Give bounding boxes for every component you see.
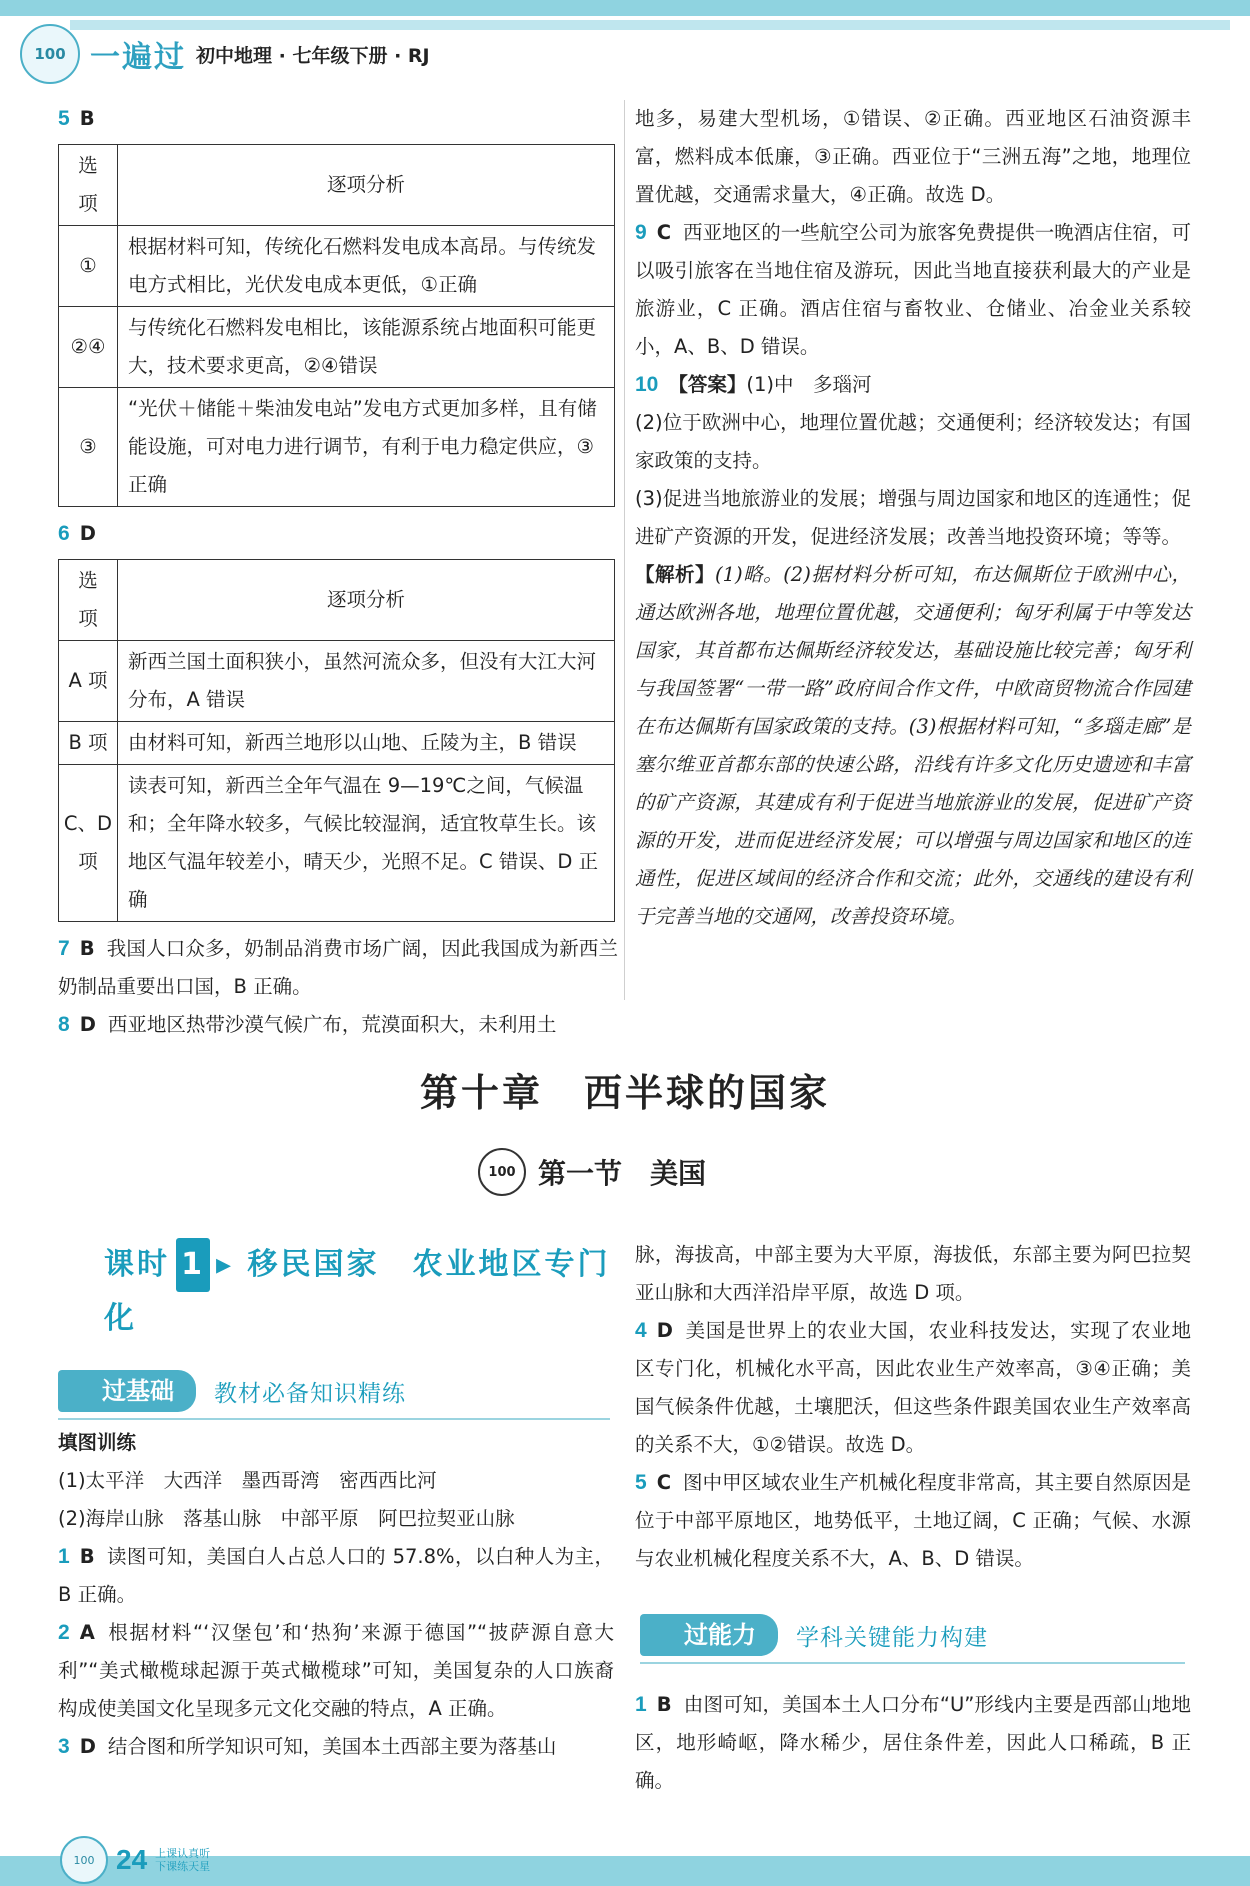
question-7: 7 B 我国人口众多，奶制品消费市场广阔，因此我国成为新西兰奶制品重要出口国，B 正确。 [58, 937, 618, 998]
question-6: 6 D [58, 522, 96, 545]
page-footer [60, 1836, 210, 1884]
table-row: C、D 项 读表可知，新西兰全年气温在 9—19℃之间，气候温和；全年降水较多，气候比较湿润，适宜牧草生长。该地区气温年较差小，晴天少，光照不足。C 错误、D 正确 [59, 765, 615, 922]
left-column [58, 100, 618, 1044]
basic-question-4: 4 D 美国是世界上的农业大国，农业科技发达，实现了农业地区专门化，机械化水平高，因此农业生产效率高，③④正确；美国气候条件优越，土壤肥沃，但这些条件跟美国农业生产效率高的关系不大，①②错误。故选 D。 [635, 1319, 1191, 1456]
mascot-icon: 100 [20, 24, 80, 84]
question-10-part2: (2)位于欧洲中心，地理位置优越；交通便利；经济较发达；有国家政策的支持。 [635, 411, 1191, 472]
lesson-heading: 课时 1 ▸ 移民国家 农业地区专门化 [104, 1238, 624, 1346]
fill-training-line: (1)太平洋 大西洋 墨西哥湾 密西西比河 [58, 1469, 437, 1492]
footer-motto: 上课认真听 下课练天星 [155, 1847, 211, 1873]
question-8: 8 D 西亚地区热带沙漠气候广布，荒漠面积大，未利用土 [58, 1013, 557, 1036]
table-header-analysis: 逐项分析 [118, 560, 615, 641]
basics-banner: 过基础 教材必备知识精练 [58, 1370, 610, 1412]
question-9: 9 C 西亚地区的一些航空公司为旅客免费提供一晚酒店住宿，可以吸引旅客在当地住宿及游玩，因此当地直接获利最大的产业是旅游业，C 正确。酒店住宿与畜牧业、仓储业、冶金业关系较小，A、B、D 错误。 [635, 221, 1191, 358]
fill-training-title: 填图训练 [58, 1431, 137, 1454]
table-header-option: 选项 [59, 560, 118, 641]
lower-right-column [635, 1236, 1191, 1578]
question-8-continued: 地多，易建大型机场，①错误、②正确。西亚地区石油资源丰富，燃料成本低廉，③正确。西亚位于“三洲五海”之地，地理位置优越，交通需求量大，④正确。故选 D。 [635, 107, 1191, 206]
question-5: 5 B [58, 107, 95, 130]
ability-banner: 过能力 学科关键能力构建 [640, 1614, 1185, 1656]
section-heading [478, 1148, 706, 1196]
table-row: ②④ 与传统化石燃料发电相比，该能源系统占地面积可能更大，技术要求更高，②④错误 [59, 307, 615, 388]
table-row: A 项 新西兰国土面积狭小，虽然河流众多，但没有大江大河分布，A 错误 [59, 641, 615, 722]
basic-question-1: 1 B 读图可知，美国白人占总人口的 57.8%，以白种人为主，B 正确。 [58, 1545, 614, 1606]
page-header [20, 24, 430, 84]
star-mascot-icon: 100 [478, 1148, 526, 1196]
table-row: ③ “光伏＋储能＋柴油发电站”发电方式更加多样，且有储能设施，可对电力进行调节，有利于电力稳定供应，③正确 [59, 388, 615, 507]
basic-question-2: 2 A 根据材料“‘汉堡包’和‘热狗’来源于德国”“披萨源自意大利”“美式橄榄球起源于英式橄榄球”可知，美国复杂的人口族裔构成使美国文化呈现多元文化交融的特点，A 正确。 [58, 1621, 614, 1720]
analysis-table-6 [58, 559, 615, 922]
page-number: 24 [116, 1844, 148, 1875]
right-column [635, 100, 1191, 936]
section-title: 第一节 美国 [538, 1157, 707, 1190]
analysis-table-5 [58, 144, 615, 507]
lesson-title: 移民国家 农业地区专门化 [104, 1247, 611, 1336]
table-row: ① 根据材料可知，传统化石燃料发电成本高昂。与传统发电方式相比，光伏发电成本更低，①正确 [59, 226, 615, 307]
footer-mascot-icon: 100 [60, 1836, 108, 1884]
question-10: 10 【答案】(1)中 多瑙河 [635, 373, 872, 396]
brand-title: 一遍过 [90, 40, 186, 75]
subject-label: 初中地理 · 七年级下册 · RJ [196, 44, 430, 67]
chapter-title: 第十章 西半球的国家 [419, 1070, 830, 1115]
question-10-part3: (3)促进当地旅游业的发展；增强与周边国家和地区的连通性；促进矿产资源的开发，促进经济发展；改善当地投资环境；等等。 [635, 487, 1191, 548]
table-header-option: 选项 [59, 145, 118, 226]
lesson-number: 1 [176, 1238, 210, 1292]
ability-question-1: 1 B 由图可知，美国本土人口分布“U”形线内主要是西部山地地区，地形崎岖，降水稀少，居住条件差，因此人口稀疏，B 正确。 [635, 1693, 1191, 1792]
basic-question-5: 5 C 图中甲区域农业生产机械化程度非常高，其主要自然原因是位于中部平原地区，地势低平，土地辽阔，C 正确；气候、水源与农业机械化程度关系不大，A、B、D 错误。 [635, 1471, 1191, 1570]
top-color-bar [0, 0, 1250, 16]
column-divider [624, 100, 625, 1000]
ability-section [635, 1686, 1191, 1800]
table-row: B 项 由材料可知，新西兰地形以山地、丘陵为主，B 错误 [59, 722, 615, 765]
question-10-analysis: 【解析】(1)略。(2)据材料分析可知，布达佩斯位于欧洲中心，通达欧洲各地，地理位置优越，交通便利；匈牙利属于中等发达国家，其首都布达佩斯经济较发达，基础设施比较完善；匈牙利与我国签署“一带一路”政府间合作文件，中欧商贸物流合作园建在布达佩斯有国家政策的支持。(3)根据材料可知，“多瑙走廊”是塞尔维亚首都东部的快速公路，沿线有许多文化历史遗迹和丰富的矿产资源，其建成有利于促进当地旅游业的发展，促进矿产资源的开发，进而促进经济发展；可以增强与周边国家和地区的连通性，促进区域间的经济合作和交流；此外，交通线的建设有利于完善当地的交通网，改善投资环境。 [635, 563, 1191, 928]
table-header-analysis: 逐项分析 [118, 145, 615, 226]
basic-question-3-continued: 脉，海拔高，中部主要为大平原，海拔低，东部主要为阿巴拉契亚山脉和大西洋沿岸平原，故选 D 项。 [635, 1243, 1191, 1304]
lower-left-column [58, 1424, 614, 1766]
fill-training-line: (2)海岸山脉 落基山脉 中部平原 阿巴拉契亚山脉 [58, 1507, 515, 1530]
basic-question-3: 3 D 结合图和所学知识可知，美国本土西部主要为落基山 [58, 1735, 557, 1758]
